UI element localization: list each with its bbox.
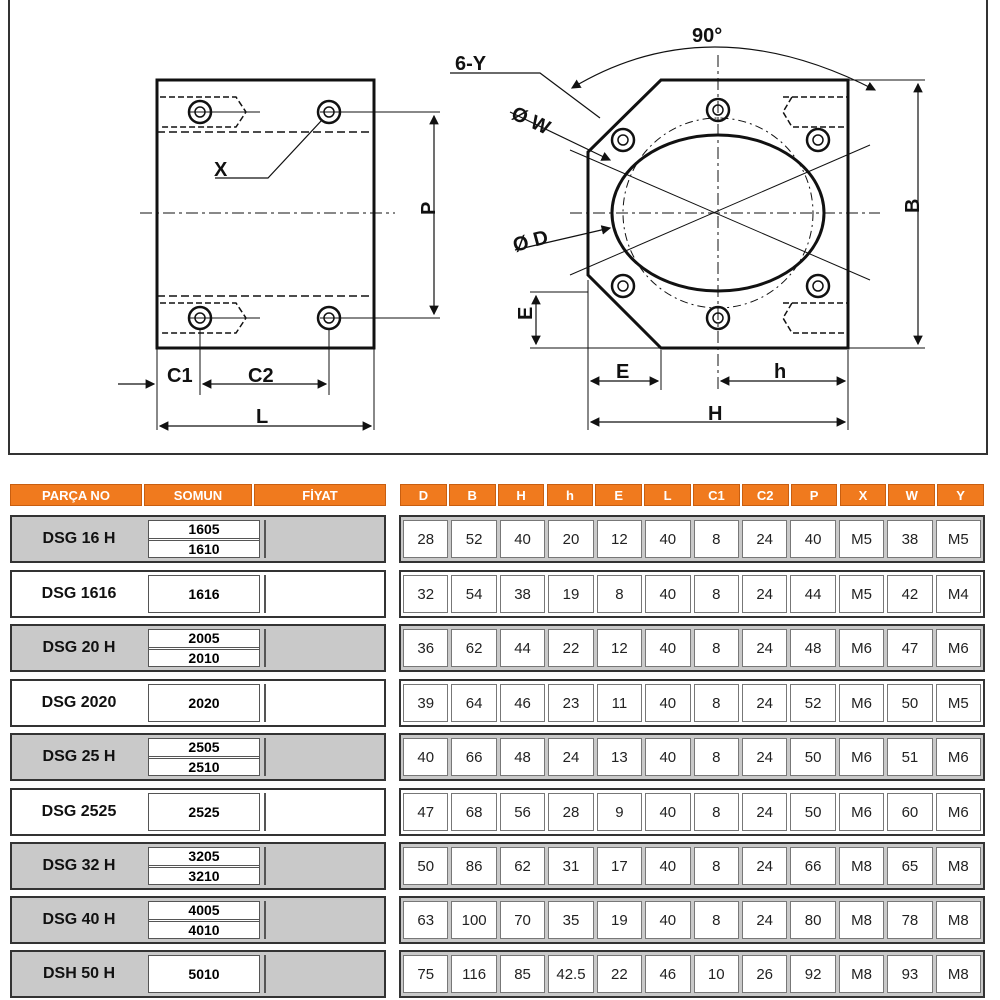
table-cell: 24 (742, 575, 787, 613)
table-cell: 23 (548, 684, 593, 722)
table-cell: 63 (403, 901, 448, 939)
nut-cell (148, 575, 260, 613)
table-cell: 9 (597, 793, 642, 831)
table-cell: 13 (597, 738, 642, 776)
nut-code: 1605 (149, 521, 259, 541)
table-cell: 66 (790, 847, 835, 885)
header-col-3: h (547, 484, 594, 506)
table-row (10, 896, 386, 944)
table-row (399, 733, 985, 781)
header-col-8: P (791, 484, 838, 506)
header-col-6: C1 (693, 484, 740, 506)
header-fi-yat: FİYAT (254, 484, 386, 506)
table-cell: 40 (645, 738, 690, 776)
price-cell (264, 738, 382, 776)
label-w: Ø W (507, 102, 554, 140)
table-cell: 8 (694, 629, 739, 667)
table-row (10, 679, 386, 727)
table-cell: 11 (597, 684, 642, 722)
price-cell (264, 793, 382, 831)
table-cell: 24 (742, 684, 787, 722)
nut-code: 3205 (149, 848, 259, 868)
table-cell: 40 (645, 901, 690, 939)
table-cell: 86 (451, 847, 496, 885)
part-number: DSG 25 H (42, 748, 116, 765)
table-cell: 70 (500, 901, 545, 939)
price-cell (264, 520, 382, 558)
table-cell: 36 (403, 629, 448, 667)
table-row (399, 515, 985, 563)
table-cell: 62 (451, 629, 496, 667)
table-cell: 40 (645, 793, 690, 831)
part-number: DSG 16 H (42, 530, 116, 547)
table-cell: 12 (597, 520, 642, 558)
nut-cell (148, 629, 260, 667)
nut-code: 3210 (188, 867, 220, 884)
nut-code: 2505 (149, 739, 259, 759)
table-row (10, 733, 386, 781)
table-cell: M8 (839, 955, 884, 993)
table-cell: 10 (694, 955, 739, 993)
header-col-5: L (644, 484, 691, 506)
table-cell: 40 (645, 684, 690, 722)
table-cell: 32 (403, 575, 448, 613)
label-h-big: H (708, 403, 723, 425)
table-cell: M8 (936, 901, 981, 939)
table-cell: M6 (839, 793, 884, 831)
nut-cell (148, 847, 260, 885)
table-cell: 19 (597, 901, 642, 939)
header-col-1: B (449, 484, 496, 506)
price-cell (264, 575, 382, 613)
table-cell: M5 (936, 684, 981, 722)
price-cell (264, 901, 382, 939)
table-cell: M6 (839, 684, 884, 722)
table-cell: 22 (597, 955, 642, 993)
part-number: DSH 50 H (42, 965, 116, 982)
table-cell: 54 (451, 575, 496, 613)
table-cell: 85 (500, 955, 545, 993)
label-p: P (418, 201, 440, 215)
table-cell: M5 (936, 520, 981, 558)
table-cell: 44 (790, 575, 835, 613)
label-b: B (902, 198, 924, 213)
table-cell: M6 (839, 629, 884, 667)
table-cell: 80 (790, 901, 835, 939)
part-number: DSG 40 H (42, 911, 116, 928)
table-cell: 47 (887, 629, 932, 667)
table-cell: M8 (936, 955, 981, 993)
price-cell (264, 629, 382, 667)
part-number: DSG 32 H (42, 857, 116, 874)
table-cell: 50 (403, 847, 448, 885)
label-angle: 90° (692, 25, 723, 47)
table-cell: 40 (645, 629, 690, 667)
table-cell: 64 (451, 684, 496, 722)
label-h-small: h (774, 361, 787, 383)
table-cell: 78 (887, 901, 932, 939)
header-somun: SOMUN (144, 484, 252, 506)
table-cell: 44 (500, 629, 545, 667)
table-cell: M6 (936, 738, 981, 776)
table-cell: 38 (887, 520, 932, 558)
table-cell: 40 (645, 847, 690, 885)
table-cell: 24 (742, 629, 787, 667)
nut-cell (148, 684, 260, 722)
nut-code: 4010 (188, 921, 220, 938)
nut-code: 1610 (188, 540, 220, 557)
nut-code: 2020 (188, 695, 220, 711)
table-cell: 42 (887, 575, 932, 613)
table-cell: M8 (936, 847, 981, 885)
label-x: X (214, 159, 228, 181)
table-cell: 62 (500, 847, 545, 885)
table-cell: 24 (742, 901, 787, 939)
table-row (10, 950, 386, 998)
table-cell: 24 (548, 738, 593, 776)
table-cell: 20 (548, 520, 593, 558)
drawing-svg (10, 0, 990, 455)
part-number: DSG 1616 (41, 585, 117, 602)
table-cell: 22 (548, 629, 593, 667)
table-cell: 38 (500, 575, 545, 613)
table-cell: 42.5 (548, 955, 593, 993)
price-cell (264, 847, 382, 885)
table-cell: M5 (839, 575, 884, 613)
table-cell: 40 (790, 520, 835, 558)
table-cell: 68 (451, 793, 496, 831)
table-cell: 26 (742, 955, 787, 993)
table-cell: 12 (597, 629, 642, 667)
label-e-horizontal: E (616, 361, 630, 383)
header-par-a-no: PARÇA NO (10, 484, 142, 506)
table-cell: 52 (451, 520, 496, 558)
label-6y: 6-Y (455, 53, 487, 75)
table-cell: M6 (839, 738, 884, 776)
table-cell: 48 (790, 629, 835, 667)
table-cell: 56 (500, 793, 545, 831)
table-cell: 24 (742, 847, 787, 885)
table-cell: 48 (500, 738, 545, 776)
table-row (399, 842, 985, 890)
nut-code: 2010 (188, 649, 220, 666)
table-cell: M5 (839, 520, 884, 558)
table-cell: 65 (887, 847, 932, 885)
table-cell: 50 (790, 738, 835, 776)
price-cell (264, 684, 382, 722)
table-cell: 75 (403, 955, 448, 993)
nut-code: 1616 (188, 586, 220, 602)
table-cell: 8 (694, 847, 739, 885)
table-row (399, 950, 985, 998)
table-cell: 52 (790, 684, 835, 722)
table-cell: 40 (500, 520, 545, 558)
table-row (399, 896, 985, 944)
nut-cell (148, 901, 260, 939)
header-col-9: X (840, 484, 887, 506)
price-cell (264, 955, 382, 993)
table-cell: 40 (645, 575, 690, 613)
table-cell: 8 (597, 575, 642, 613)
table-cell: 35 (548, 901, 593, 939)
table-cell: 24 (742, 520, 787, 558)
table-row (10, 842, 386, 890)
table-cell: 28 (548, 793, 593, 831)
table-cell: 46 (500, 684, 545, 722)
header-col-10: W (888, 484, 935, 506)
table-row (10, 788, 386, 836)
table-cell: M8 (839, 847, 884, 885)
table-cell: 24 (742, 793, 787, 831)
label-l: L (256, 406, 269, 428)
table-cell: M6 (936, 629, 981, 667)
table-cell: 8 (694, 793, 739, 831)
table-row (10, 624, 386, 672)
table-cell: 50 (887, 684, 932, 722)
table-cell: 40 (645, 520, 690, 558)
table-row (10, 570, 386, 618)
table-cell: M6 (936, 793, 981, 831)
header-col-7: C2 (742, 484, 789, 506)
table-cell: 40 (403, 738, 448, 776)
part-number: DSG 2020 (41, 694, 117, 711)
table-cell: 31 (548, 847, 593, 885)
nut-code: 2510 (188, 758, 220, 775)
table-cell: 100 (451, 901, 496, 939)
table-cell: 8 (694, 901, 739, 939)
label-d: Ø D (510, 226, 551, 257)
table-row (399, 624, 985, 672)
table-cell: M8 (839, 901, 884, 939)
nut-cell (148, 520, 260, 558)
table-cell: 8 (694, 684, 739, 722)
table-cell: 50 (790, 793, 835, 831)
table-cell: 66 (451, 738, 496, 776)
table-cell: 8 (694, 575, 739, 613)
table-row (399, 570, 985, 618)
table-cell: 39 (403, 684, 448, 722)
nut-code: 2525 (188, 804, 220, 820)
part-number: DSG 2525 (41, 803, 117, 820)
table-cell: 24 (742, 738, 787, 776)
table-cell: 47 (403, 793, 448, 831)
nut-cell (148, 738, 260, 776)
table-cell: 17 (597, 847, 642, 885)
table-cell: 93 (887, 955, 932, 993)
header-col-2: H (498, 484, 545, 506)
label-c2: C2 (248, 365, 274, 387)
table-cell: 19 (548, 575, 593, 613)
nut-cell (148, 793, 260, 831)
table-cell: 8 (694, 520, 739, 558)
header-col-4: E (595, 484, 642, 506)
part-number: DSG 20 H (42, 639, 116, 656)
table-cell: 46 (645, 955, 690, 993)
label-e-vertical: E (515, 306, 537, 320)
table-cell: 28 (403, 520, 448, 558)
table-row (10, 515, 386, 563)
nut-code: 5010 (188, 966, 220, 982)
nut-code: 2005 (149, 630, 259, 650)
header-col-11: Y (937, 484, 984, 506)
header-col-0: D (400, 484, 447, 506)
table-row (399, 679, 985, 727)
table-cell: M4 (936, 575, 981, 613)
table-cell: 51 (887, 738, 932, 776)
nut-cell (148, 955, 260, 993)
nut-code: 4005 (149, 902, 259, 922)
label-c1: C1 (167, 365, 193, 387)
table-row (399, 788, 985, 836)
table-cell: 8 (694, 738, 739, 776)
technical-drawing (8, 0, 988, 455)
table-cell: 92 (790, 955, 835, 993)
table-cell: 116 (451, 955, 496, 993)
table-cell: 60 (887, 793, 932, 831)
